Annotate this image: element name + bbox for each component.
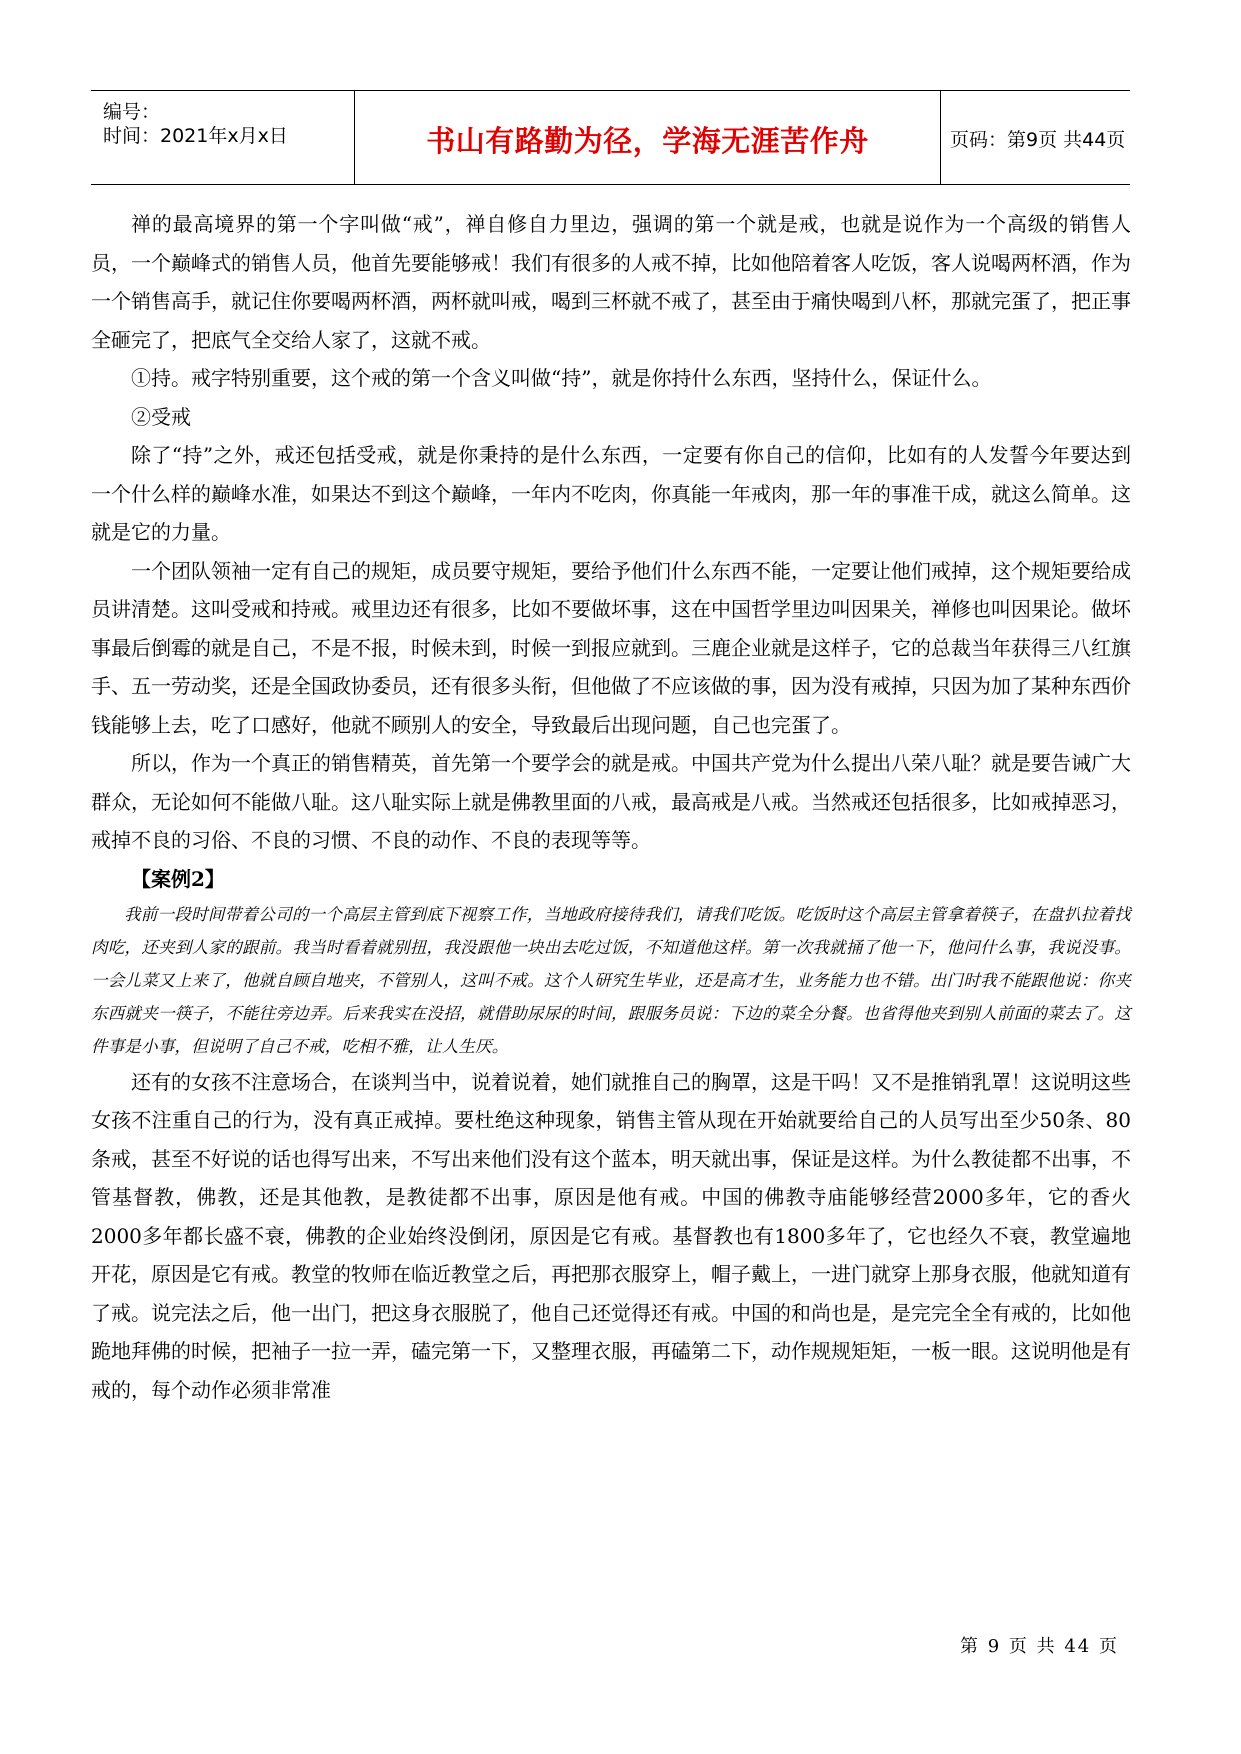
header-number-label: 编号： bbox=[103, 101, 161, 123]
case-text: 我前一段时间带着公司的一个高层主管到底下视察工作，当地政府接待我们，请我们吃饭。吃饭时这个高层主管拿着筷子，在盘扒拉着找肉吃，还夹到人家的跟前。我当时看着就别扭，我没跟他一块出去吃过饭，不知道他这样。第一次我就捅了他一下，他问什么事，我说没事。一会儿菜又上来了，他就自顾自地夹，不管别人，这叫不戒。这个人研究生毕业，还是高才生，业务能力也不错。出门时我不能跟他说：你夹东西就夹一筷子，不能往旁边弄。后来我实在没招，就借助尿尿的时间，跟服务员说：下边的菜全分餐。也省得他夹到别人前面的菜去了。这件事是小事，但说明了自己不戒，吃相不雅，让人生厌。 bbox=[91, 904, 1131, 1056]
header-motto: 书山有路勤为径，学海无涯苦作舟 bbox=[426, 124, 869, 158]
paragraph: 所以，作为一个真正的销售精英，首先第一个要学会的就是戒。中国共产党为什么提出八荣八耻？就是要告诫广大群众，无论如何不能做八耻。这八耻实际上就是佛教里面的八戒，最高戒是八戒。当然戒还包括很多，比如戒掉恶习，戒掉不良的习俗、不良的习惯、不良的动作、不良的表现等等。 bbox=[91, 751, 1131, 852]
header-page-label: 页码：第9页 共44页 bbox=[950, 129, 1126, 151]
paragraph: 禅的最高境界的第一个字叫做“戒”，禅自修自力里边，强调的第一个就是戒，也就是说作为一个高级的销售人员，一个巅峰式的销售人员，他首先要能够戒！我们有很多的人戒不掉，比如他陪着客人吃饭，客人说喝两杯酒，作为一个销售高手，就记住你要喝两杯酒，两杯就叫戒，喝到三杯就不戒了，甚至由于痛快喝到八杯，那就完蛋了，把正事全砸完了，把底气全交给人家了，这就不戒。 bbox=[91, 212, 1131, 352]
header-motto-cell bbox=[354, 91, 941, 184]
page-footer: 第 9 页 共 44 页 bbox=[960, 1636, 1119, 1657]
list-item: ①持。戒字特别重要，这个戒的第一个含义叫做“持”，就是你持什么东西，坚持什么，保证什么。 bbox=[131, 366, 992, 390]
document-body bbox=[91, 205, 1131, 1409]
paragraph: 还有的女孩不注意场合，在谈判当中，说着说着，她们就推自己的胸罩，这是干吗！又不是推销乳罩！这说明这些女孩不注重自己的行为，没有真正戒掉。要杜绝这种现象，销售主管从现在开始就要给自己的人员写出至少50条、80条戒，甚至不好说的话也得写出来，不写出来他们没有这个蓝本，明天就出事，保证是这样。为什么教徒都不出事，不管基督教，佛教，还是其他教，是教徒都不出事，原因是他有戒。中国的佛教寺庙能够经营2000多年，它的香火2000多年都长盛不衰，佛教的企业始终没倒闭，原因是它有戒。基督教也有1800多年了，它也经久不衰，教堂遍地开花，原因是它有戒。教堂的牧师在临近教堂之后，再把那衣服穿上，帽子戴上，一进门就穿上那身衣服，他就知道有了戒。说完法之后，他一出门，把这身衣服脱了，他自己还觉得还有戒。中国的和尚也是，是完完全全有戒的，比如他跪地拜佛的时候，把袖子一拉一弄，磕完第一下，又整理衣服，再磕第二下，动作规规矩矩，一板一眼。这说明他是有戒的，每个动作必须非常准 bbox=[91, 1069, 1131, 1402]
document-header bbox=[91, 90, 1130, 185]
case-heading: 【案例2】 bbox=[131, 866, 225, 891]
paragraph: 除了“持”之外，戒还包括受戒，就是你秉持的是什么东西，一定要有你自己的信仰，比如有的人发誓今年要达到一个什么样的巅峰水准，如果达不到这个巅峰，一年内不吃肉，你真能一年戒肉，那一年的事准干成，就这么简单。这就是它的力量。 bbox=[91, 443, 1131, 544]
header-meta bbox=[91, 91, 354, 184]
header-time-label: 时间：2021年x月x日 bbox=[103, 125, 288, 147]
paragraph: 一个团队领袖一定有自己的规矩，成员要守规矩，要给予他们什么东西不能，一定要让他们戒掉，这个规矩要给成员讲清楚。这叫受戒和持戒。戒里边还有很多，比如不要做坏事，这在中国哲学里边叫因果关，禅修也叫因果论。做坏事最后倒霉的就是自己，不是不报，时候未到，时候一到报应就到。三鹿企业就是这样子，它的总裁当年获得三八红旗手、五一劳动奖，还是全国政协委员，还有很多头衔，但他做了不应该做的事，因为没有戒掉，只因为加了某种东西价钱能够上去，吃了口感好，他就不顾别人的安全，导致最后出现问题，自己也完蛋了。 bbox=[91, 558, 1131, 737]
header-page-cell bbox=[940, 91, 1130, 184]
list-item: ②受戒 bbox=[131, 404, 191, 429]
